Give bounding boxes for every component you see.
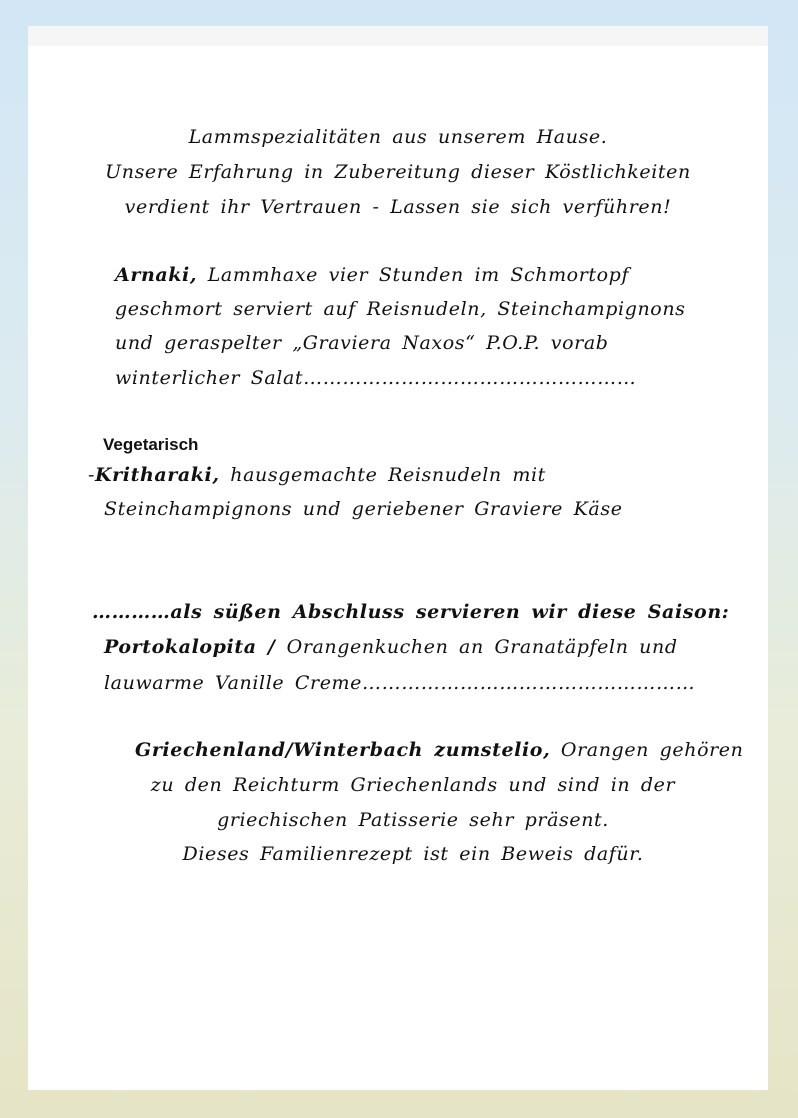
arnaki-dish-name: Arnaki,	[115, 264, 198, 286]
portokalopita-line-1	[104, 635, 678, 659]
note-line-3: griechischen Patisserie sehr präsent.	[217, 809, 609, 831]
page-top-strip	[28, 26, 768, 46]
list-dash: -	[88, 464, 96, 486]
note-title: Griechenland/Winterbach zumstelio,	[135, 739, 551, 761]
note-line-4: Dieses Familienrezept ist ein Beweis dafür.	[182, 843, 644, 865]
kritharaki-dish-name: Kritharaki,	[95, 464, 220, 486]
arnaki-line-3: und geraspelter „Graviera Naxos“ P.O.P. vorab	[115, 332, 609, 354]
dessert-intro: …………als süßen Abschluss servieren wir diese Saison:	[92, 601, 730, 623]
kritharaki-line-2: Steinchampignons und geriebener Graviere Käse	[104, 498, 623, 520]
arnaki-line-2: geschmort serviert auf Reisnudeln, Steinchampignons	[115, 298, 686, 320]
note-line-1	[135, 738, 744, 762]
kritharaki-desc-1: hausgemachte Reisnudeln mit	[219, 464, 546, 486]
arnaki-desc-1: Lammhaxe vier Stunden im Schmortopf	[197, 264, 630, 286]
menu-page	[28, 26, 768, 1090]
section-heading-vegetarisch: Vegetarisch	[103, 435, 199, 454]
note-desc-1: Orangen gehören	[550, 739, 744, 761]
intro-line-3: verdient ihr Vertrauen - Lassen sie sich verführen!	[124, 196, 672, 218]
kritharaki-line-1	[88, 463, 546, 487]
intro-line-1: Lammspezialitäten aus unserem Hause.	[188, 126, 608, 148]
portokalopita-line-2: lauwarme Vanille Creme……………………………………………	[104, 672, 696, 694]
arnaki-line-1	[115, 263, 629, 287]
arnaki-line-4: winterlicher Salat……………………………………………	[115, 367, 637, 389]
portokalopita-desc-1: Orangenkuchen an Granatäpfeln und	[286, 636, 678, 658]
intro-line-2: Unsere Erfahrung in Zubereitung dieser Köstlichkeiten	[105, 161, 691, 183]
note-line-2: zu den Reichturm Griechenlands und sind in der	[150, 774, 676, 796]
portokalopita-dish-name: Portokalopita /	[104, 636, 287, 658]
